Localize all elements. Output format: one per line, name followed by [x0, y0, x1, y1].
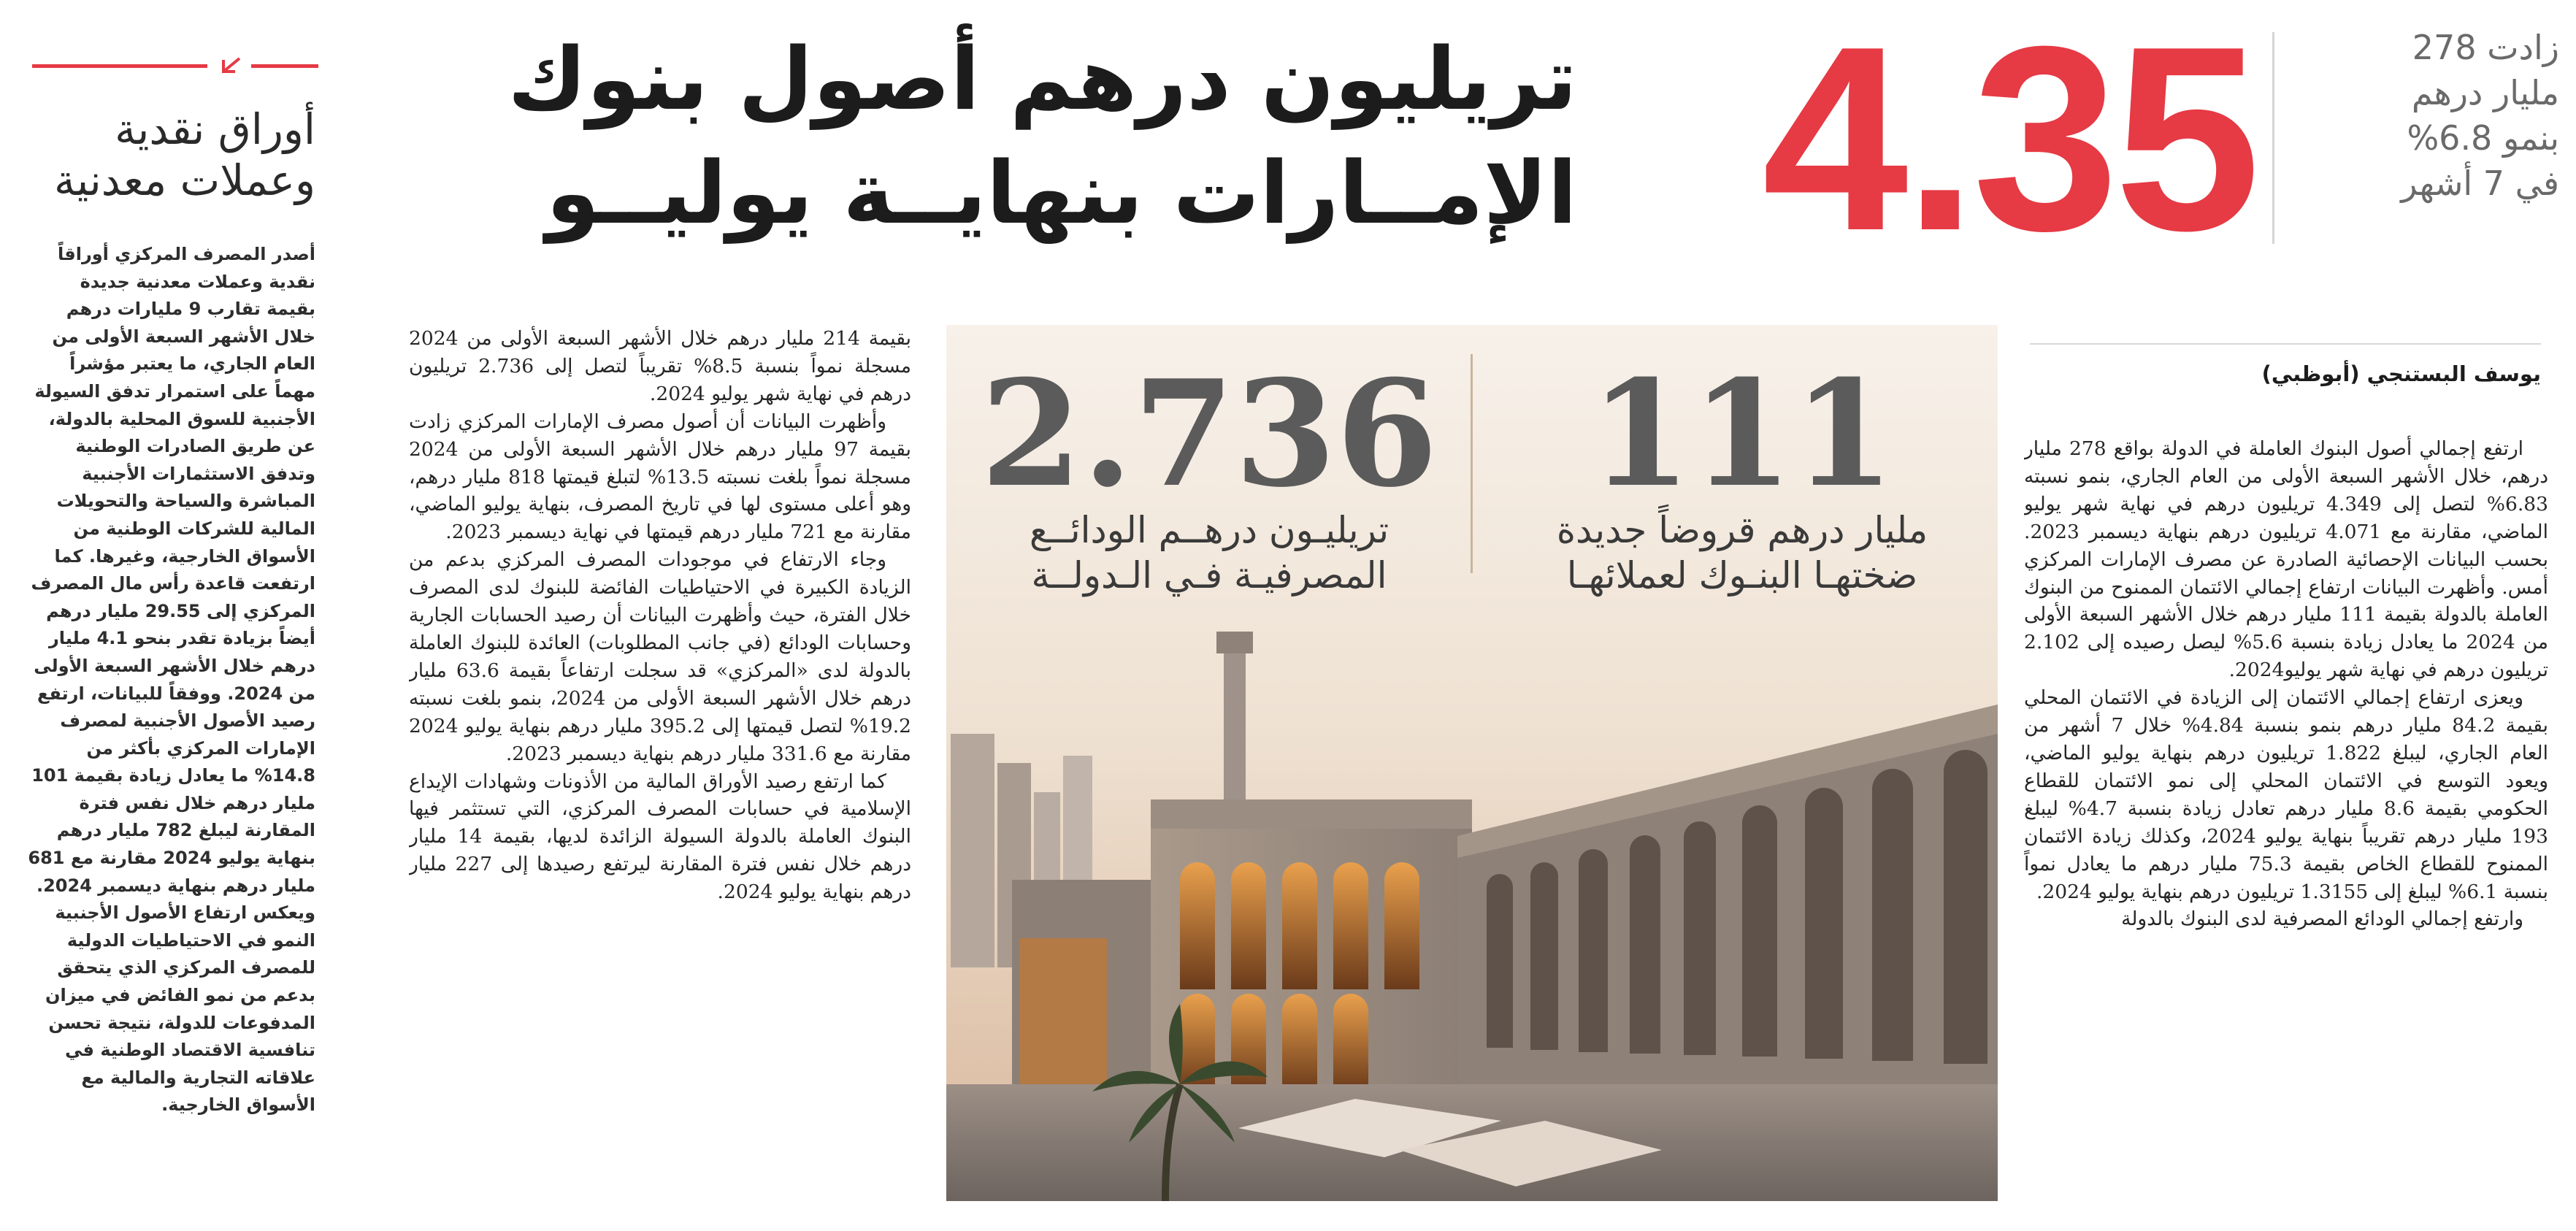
kicker [2289, 25, 2559, 206]
article-paragraph: وأظهرت البيانات أن أصول مصرف الإمارات المركزي زادت بقيمة 97 مليار درهم خلال الأشهر السبعة الأولى من 2024 مسجلة نمواً بلغت نسبته 13.5% لتبلغ قيمتها 818 مليار درهم، وهو أعلى مستوى لها في تاريخ المصرف، بنهاية يوليو الماضي، مقارنة مع 721 مليار درهم قيمتها في نهاية ديسمبر 2023. [409, 410, 911, 544]
headline-number: 4.35 [1762, 0, 2256, 285]
arrow-down-left-icon [32, 57, 318, 74]
kicker-line: في 7 أشهر [2401, 164, 2559, 203]
stat-label: المصرفيـة فـي الـدولــة [1031, 554, 1387, 597]
stat-label: مليار درهم قروضاً جديدة [1556, 509, 1928, 551]
article-column-middle [409, 325, 911, 1219]
stat-value: 2.736 [980, 348, 1438, 520]
headline-line: تريليون درهم أصول بنوك [507, 28, 1577, 129]
kicker-line: بنمو 6.8% [2407, 118, 2559, 158]
stat-new-loans [1487, 325, 1998, 598]
side-title-line: أوراق نقدية [115, 104, 315, 154]
headline [507, 22, 1577, 250]
side-story-body: أصدر المصرف المركزي أوراقاً نقدية وعملات معدنية جديدة بقيمة تقارب 9 مليارات درهم خلال الأشهر السبعة الأولى من العام الجاري، ما يعتبر مؤشراً مهماً على استمرار تدفق السيولة الأجنبية للسوق المحلية بالدولة، عن طريق الصادرات الوطنية وتدفق الاستثمارات الأجنبية المباشرة والسياحة والتحويلات المالية للشركات الوطنية من الأسواق الخارجية، وغيرها. كما ارتفعت قاعدة رأس مال المصرف المركزي إلى 29.55 مليار درهم أيضاً بزيادة تقدر بنحو 4.1 مليار درهم خلال الأشهر السبعة الأولى من 2024. ووفقاً للبيانات، ارتفع رصيد الأصول الأجنبية لمصرف الإمارات المركزي بأكثر من 14.8% ما يعادل زيادة بقيمة 101 مليار درهم خلال نفس فترة المقارنة ليبلغ 782 مليار درهم بنهاية يوليو 2024 مقارنة مع 681 مليار درهم بنهاية ديسمبر 2024. ويعكس ارتفاع الأصول الأجنبية النمو في الاحتياطيات الدولية للمصرف المركزي الذي يتحقق بدعم من نمو الفائض في ميزان المدفوعات للدولة، نتيجة تحسن تنافسية الاقتصاد الوطنية في علاقاته التجارية والمالية مع الأسواق الخارجية. [28, 244, 315, 1116]
stat-label: تريليـون درهــم الودائــع [1029, 509, 1389, 551]
article-paragraph: بقيمة 214 مليار درهم خلال الأشهر السبعة الأولى من 2024 مسجلة نمواً بنسبة 8.5% تقريباً لتصل إلى 2.736 تريليون درهم في نهاية شهر يوليو 2024. [409, 327, 911, 405]
article-paragraph: ارتفع إجمالي أصول البنوك العاملة في الدولة بواقع 278 مليار درهم، خلال الأشهر السبعة الأولى من العام الجاري، بنمو نسبته 6.83% لتصل إلى 4.349 تريليون درهم في نهاية شهر يوليو الماضي، مقارنة مع 4.071 تريليون درهم بنهاية ديسمبر 2023. بحسب البيانات الإحصائية الصادرة عن مصرف الإمارات المركزي أمس. وأظهرت البيانات ارتفاع إجمالي الائتمان الممنوح من البنوك العاملة بالدولة بقيمة 111 مليار درهم خلال الأشهر السبعة الأولى من 2024 ما يعادل زيادة بنسبة 5.6% ليصل رصيده إلى 2.102 تريليون درهم في نهاية شهر يوليو2024. [2024, 437, 2548, 682]
byline-rule [2030, 343, 2541, 345]
side-story-title [29, 104, 315, 206]
article-paragraph: كما ارتفع رصيد الأوراق المالية من الأذونات وشهادات الإيداع الإسلامية في حسابات المصرف المركزي، التي تستثمر فيها البنوك العاملة بالدولة السيولة الزائدة لديها، بقيمة 14 مليار درهم خلال نفس فترة المقارنة ليرتفع رصيدها إلى 227 مليار درهم بنهاية يوليو 2024. [409, 770, 911, 904]
article-paragraph: ويعزى ارتفاع إجمالي الائتمان إلى الزيادة في الائتمان المحلي بقيمة 84.2 مليار درهم بنمو بنسبة 4.84% خلال 7 أشهر من العام الجاري، ليبلغ 1.822 تريليون درهم بنهاية يوليو الماضي، ويعود التوسع في الائتمان المحلي إلى نمو الائتمان للقطاع الحكومي بقيمة 8.6 مليار درهم تعادل زيادة بنسبة 4.7% ليبلغ 193 مليار درهم تقريباً بنهاية يوليو 2024، وكذلك زيادة الائتمان الممنوح للقطاع الخاص بقيمة 75.3 مليار درهم ما يعادل نمواً بنسبة 6.1% ليبلغ إلى 1.3155 تريليون درهم بنهاية يوليو 2024. [2024, 686, 2548, 903]
byline: يوسف البستنجي (أبوظبي) [2261, 361, 2541, 386]
headline-line: الإمــارات بنهايــة يوليــو [545, 142, 1577, 243]
stat-value: 111 [1590, 348, 1895, 520]
side-title-line: وعملات معدنية [53, 156, 315, 205]
stats-overlay [946, 325, 1998, 617]
stat-label: ضختهـا البنـوك لعملائهـا [1566, 554, 1918, 597]
kicker-line: مليار درهم [2411, 73, 2559, 112]
stat-deposits [954, 325, 1465, 598]
stats-divider [1471, 354, 1473, 573]
kicker-divider [2272, 32, 2274, 244]
kicker-line: زادت 278 [2412, 28, 2559, 67]
article-column-right [2024, 435, 2548, 1218]
article-paragraph: وجاء الارتفاع في موجودات المصرف المركزي بدعم من الزيادة الكبيرة في الاحتياطيات الفائضة للبنوك لدى المصرف خلال الفترة، حيث وأظهرت البيانات أن رصيد الحسابات الجارية وحسابات الودائع (في جانب المطلوبات) العائدة للبنوك العاملة بالدولة لدى «المركزي» قد سجلت ارتفاعاً بقيمة 63.6 مليار درهم خلال الأشهر السبعة الأولى من 2024، بنمو بلغت نسبته 19.2% لتصل قيمتها إلى 395.2 مليار درهم بنهاية يوليو 2024 مقارنة مع 331.6 مليار درهم بنهاية ديسمبر 2023. [409, 548, 911, 765]
article-paragraph: وارتفع إجمالي الودائع المصرفية لدى البنوك بالدولة [2121, 908, 2523, 931]
